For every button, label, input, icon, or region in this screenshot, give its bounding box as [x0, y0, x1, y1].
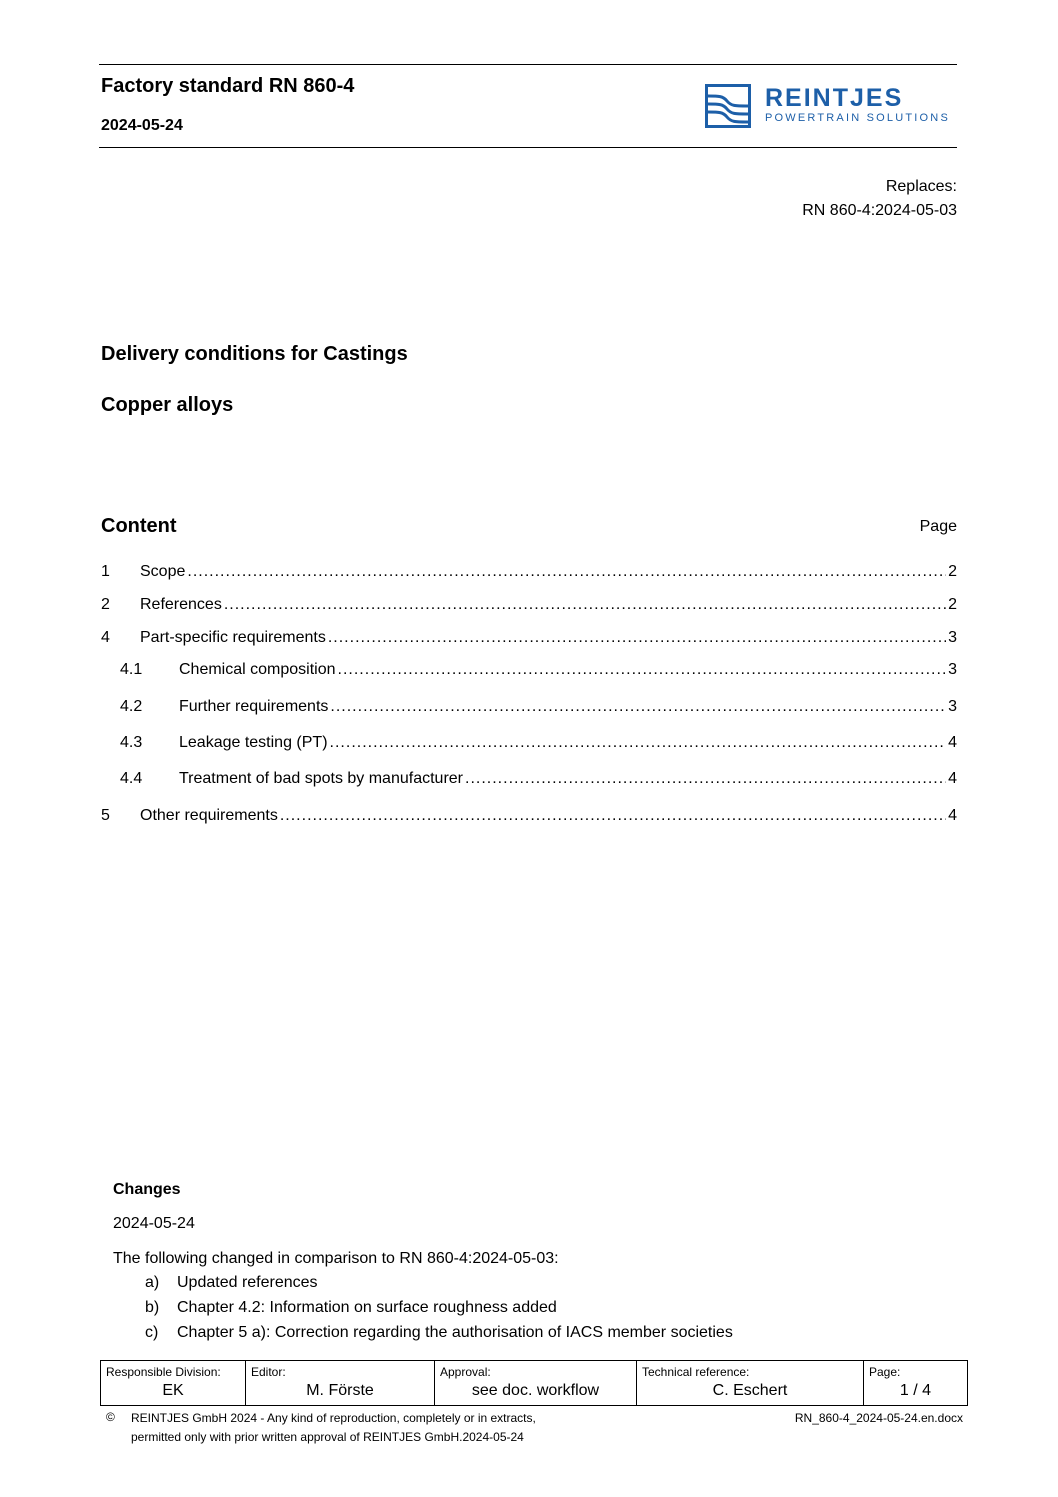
replaces-value: RN 860-4:2024-05-03 — [802, 202, 957, 219]
changes-list-item — [145, 1274, 318, 1292]
header-top-rule — [99, 64, 957, 65]
toc-entry-label: Scope — [140, 563, 186, 580]
document-title: Delivery conditions for Castings — [101, 343, 408, 365]
footer-cell-label: Page: — [869, 1365, 901, 1379]
toc-entry-label: Treatment of bad spots by manufacturer — [179, 770, 463, 787]
toc-leader-dots — [465, 770, 946, 788]
toc-entry[interactable] — [120, 770, 957, 792]
changes-heading: Changes — [113, 1181, 181, 1198]
changes-list-item — [145, 1299, 557, 1317]
footer-cell-technical-reference — [637, 1361, 864, 1405]
toc-entry-number: 2 — [101, 596, 110, 613]
toc-leader-dots — [280, 807, 946, 825]
copyright-line-2: permitted only with prior written approval of REINTJES GmbH.2024-05-24 — [131, 1430, 524, 1444]
changes-item-text: Updated references — [177, 1274, 318, 1291]
toc-leader-dots — [187, 563, 946, 581]
toc-entry[interactable] — [120, 734, 957, 756]
toc-heading: Content — [101, 515, 177, 537]
toc-entry-number: 1 — [101, 563, 110, 580]
toc-entry-number: 4.1 — [120, 661, 143, 678]
changes-item-text: Chapter 4.2: Information on surface roughness added — [177, 1299, 557, 1316]
document-subtitle: Copper alloys — [101, 394, 234, 416]
toc-entry-page: 3 — [948, 698, 957, 715]
toc-entry-label: Chemical composition — [179, 661, 336, 678]
changes-item-text: Chapter 5 a): Correction regarding the authorisation of IACS member societies — [177, 1324, 733, 1341]
footer-cell-value: EK — [162, 1382, 184, 1399]
logo-wordmark: REINTJES — [765, 84, 904, 112]
footer-cell-value: 1 / 4 — [899, 1382, 932, 1399]
toc-entry[interactable] — [101, 596, 957, 618]
toc-entry-label: Leakage testing (PT) — [179, 734, 328, 751]
toc-entry-number: 5 — [101, 807, 110, 824]
toc-entry[interactable] — [101, 629, 957, 651]
changes-item-marker: c) — [145, 1324, 159, 1341]
toc-entry-page: 4 — [948, 734, 957, 751]
replaces-label: Replaces: — [885, 178, 957, 195]
toc-leader-dots — [338, 661, 947, 679]
changes-intro: The following changed in comparison to RN 860-4:2024-05-03: — [113, 1250, 559, 1267]
logo-tagline: POWERTRAIN SOLUTIONS — [765, 112, 950, 124]
toc-entry[interactable] — [101, 807, 957, 829]
toc-entry-page: 2 — [948, 563, 957, 580]
toc-entry-number: 4 — [101, 629, 110, 646]
copyright-line-1: REINTJES GmbH 2024 - Any kind of reproduction, completely or in extracts, — [131, 1411, 536, 1425]
toc-leader-dots — [328, 629, 946, 647]
toc-entry-label: Further requirements — [179, 698, 329, 715]
footer-cell-value: see doc. workflow — [471, 1382, 600, 1399]
toc-leader-dots — [330, 698, 946, 716]
toc-entry-page: 4 — [948, 770, 957, 787]
toc-leader-dots — [330, 734, 947, 752]
changes-item-marker: a) — [145, 1274, 160, 1291]
footer-cell-label: Responsible Division: — [106, 1365, 221, 1379]
changes-date: 2024-05-24 — [113, 1215, 195, 1232]
changes-item-marker: b) — [145, 1299, 160, 1316]
toc-entry[interactable] — [120, 661, 957, 683]
toc-entry-page: 3 — [948, 661, 957, 678]
toc-entry-label: References — [140, 596, 222, 613]
toc-entry-number: 4.2 — [120, 698, 143, 715]
toc-page-label: Page — [919, 518, 957, 535]
toc-entry-page: 3 — [948, 629, 957, 646]
toc-entry-page: 2 — [948, 596, 957, 613]
toc-entry[interactable] — [101, 563, 957, 585]
standard-date: 2024-05-24 — [101, 117, 183, 134]
toc-entry-number: 4.3 — [120, 734, 143, 751]
toc-entry-label: Other requirements — [140, 807, 278, 824]
footer-cell-page — [864, 1361, 967, 1405]
document-filename: RN_860-4_2024-05-24.en.docx — [794, 1411, 963, 1425]
footer-cell-label: Editor: — [251, 1365, 286, 1379]
footer-cell-label: Technical reference: — [642, 1365, 750, 1379]
toc-entry[interactable] — [120, 698, 957, 720]
standard-title: Factory standard RN 860-4 — [101, 75, 355, 97]
footer-cell-label: Approval: — [440, 1365, 491, 1379]
footer-cell-value: C. Eschert — [712, 1382, 788, 1399]
footer-metadata-table — [100, 1360, 968, 1406]
changes-list-item — [145, 1324, 733, 1342]
footer-cell-value: M. Förste — [306, 1382, 374, 1399]
replaces-block — [802, 175, 957, 223]
toc-entry-label: Part-specific requirements — [140, 629, 326, 646]
reintjes-logo-icon — [705, 84, 751, 128]
footer-cell-division — [101, 1361, 246, 1405]
toc-leader-dots — [224, 596, 946, 614]
header-bottom-rule — [99, 147, 957, 148]
toc-entry-page: 4 — [948, 807, 957, 824]
toc-entry-number: 4.4 — [120, 770, 143, 787]
copyright-symbol: © — [106, 1410, 115, 1424]
footer-cell-approval — [435, 1361, 637, 1405]
footer-cell-editor — [246, 1361, 435, 1405]
